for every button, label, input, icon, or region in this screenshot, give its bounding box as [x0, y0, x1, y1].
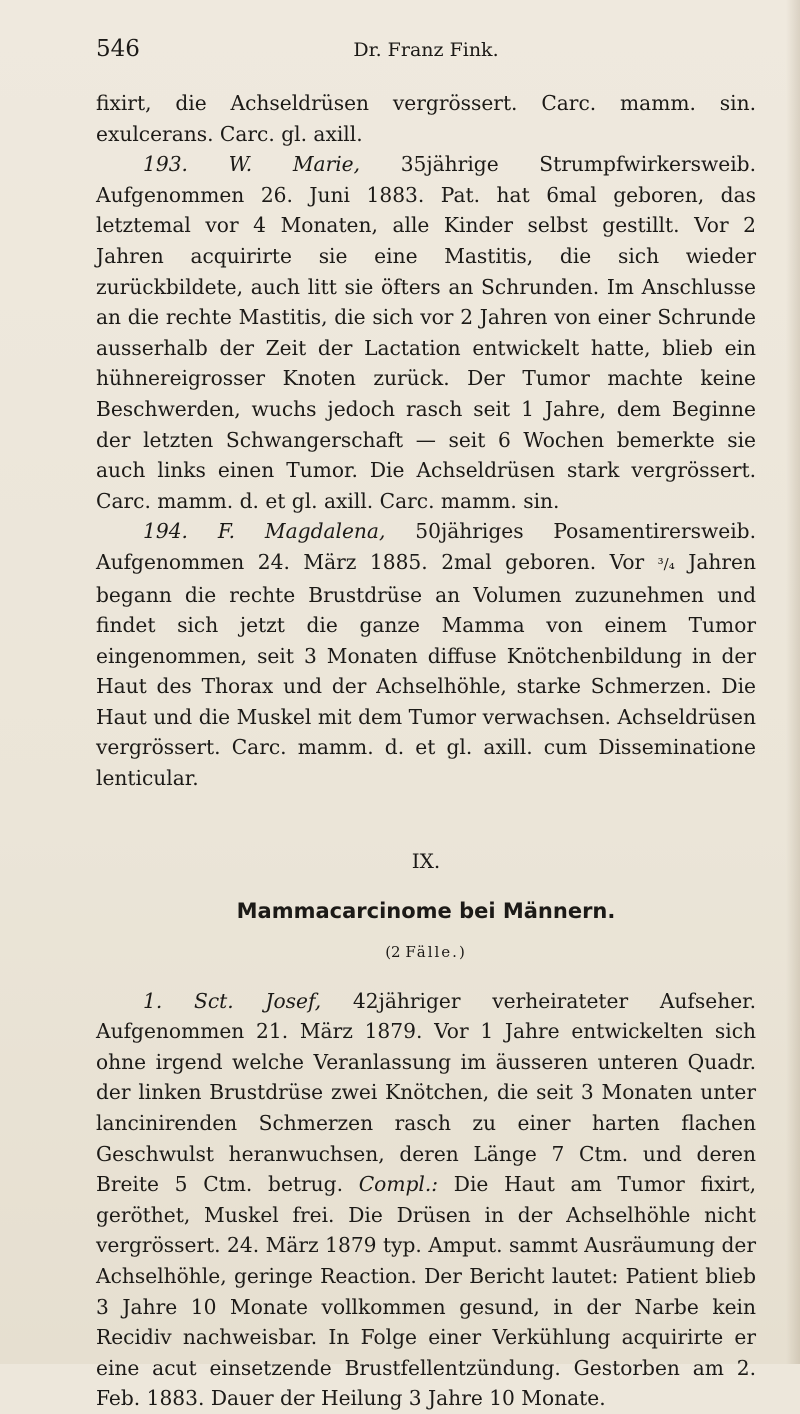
compl-label: Compl.:	[358, 1172, 439, 1197]
continued-paragraph: fixirt, die Achseldrüsen vergrössert. Carc. mamm. sin. exulcerans. Carc. gl. axill.	[96, 91, 756, 146]
count-label: Fälle.)	[405, 942, 467, 961]
page-header	[96, 36, 756, 72]
case-193-paragraph	[96, 149, 756, 516]
case-text-start: 42jähriger verheirateter Aufseher. Aufgenommen 21. März 1879. Vor 1 Jahre entwickelten sich ohne irgend welche Veranlassung im äusseren unteren Quadr. der linken Brustdrüse zwei Knötchen, die seit 3 Monaten unter lancinirenden Schmerzen rasch zu einer harten flachen Geschwulst heranwuchsen, deren Länge 7 Ctm. und deren Breite 5 Ctm. betrug.	[96, 988, 757, 1197]
patient-name: Sct. Josef,	[194, 988, 322, 1013]
case-text-end: Jahren begann die rechte Brustdrüse an Volumen zuzunehmen und findet sich jetzt die ganze Mamma von einem Tumor eingenommen, seit 3 Monaten diffuse Knötchenbildung in der Haut des Thorax und der Achselhöhle, starke Schmerzen. Die Haut und die Muskel mit dem Tumor verwachsen. Achseldrüsen vergrössert. Carc. mamm. d. et gl. axill. cum Disseminatione lenticular.	[96, 549, 756, 791]
section-title: Mammacarcinome bei Männern.	[236, 898, 616, 923]
page-number: 546	[96, 36, 140, 62]
section-number: IX.	[411, 848, 441, 873]
patient-name: F. Magdalena,	[217, 519, 386, 544]
case-194-paragraph	[96, 516, 756, 793]
case-number: 193.	[143, 152, 188, 177]
case-1-paragraph	[96, 986, 756, 1414]
page-edge-shadow	[786, 0, 800, 1364]
case-text-start: 50jähriges Posamentirersweib. Aufgenommen 24. März 1885. 2mal geboren. Vor	[96, 519, 757, 574]
fraction: ³/₄	[657, 554, 675, 573]
section-case-count	[96, 940, 756, 964]
running-title: Dr. Franz Fink.	[353, 39, 499, 61]
page-body	[96, 88, 756, 1414]
case-text: 35jährige Strumpfwirkersweib. Aufgenommen 26. Juni 1883. Pat. hat 6mal geboren, das letztemal vor 4 Monaten, alle Kinder selbst gestillt. Vor 2 Jahren acquirirte sie eine Mastitis, die sich wieder zurückbildete, auch litt sie öfters an Schrunden. Im Anschlusse an die rechte Mastitis, die sich vor 2 Jahren von einer Schrunde ausserhalb der Zeit der Lactation entwickelt hatte, blieb ein hühnereigrosser Knoten zurück. Der Tumor machte keine Beschwerden, wuchs jedoch rasch seit 1 Jahre, dem Beginne der letzten Schwangerschaft — seit 6 Wochen bemerkte sie auch links einen Tumor. Die Achseldrüsen stark vergrössert. Carc. mamm. d. et gl. axill. Carc. mamm. sin.	[96, 152, 757, 513]
count-open: (2	[385, 942, 401, 961]
patient-name: W. Marie,	[228, 152, 361, 177]
case-text-end: Die Haut am Tumor fixirt, geröthet, Muskel frei. Die Drüsen in der Achselhöhle nicht vergrössert. 24. März 1879 typ. Amput. sammt Ausräumung der Achselhöhle, geringe Reaction. Der Bericht lautet: Patient blieb 3 Jahre 10 Monate vollkommen gesund, in der Narbe kein Recidiv nachweisbar. In Folge einer Verkühlung acquirirte er eine acut einsetzende Brustfellentzündung. Gestorben am 2. Feb. 1883. Dauer der Heilung 3 Jahre 10 Monate.	[96, 1172, 757, 1411]
case-number: 194.	[143, 519, 188, 544]
case-number: 1.	[143, 988, 163, 1013]
